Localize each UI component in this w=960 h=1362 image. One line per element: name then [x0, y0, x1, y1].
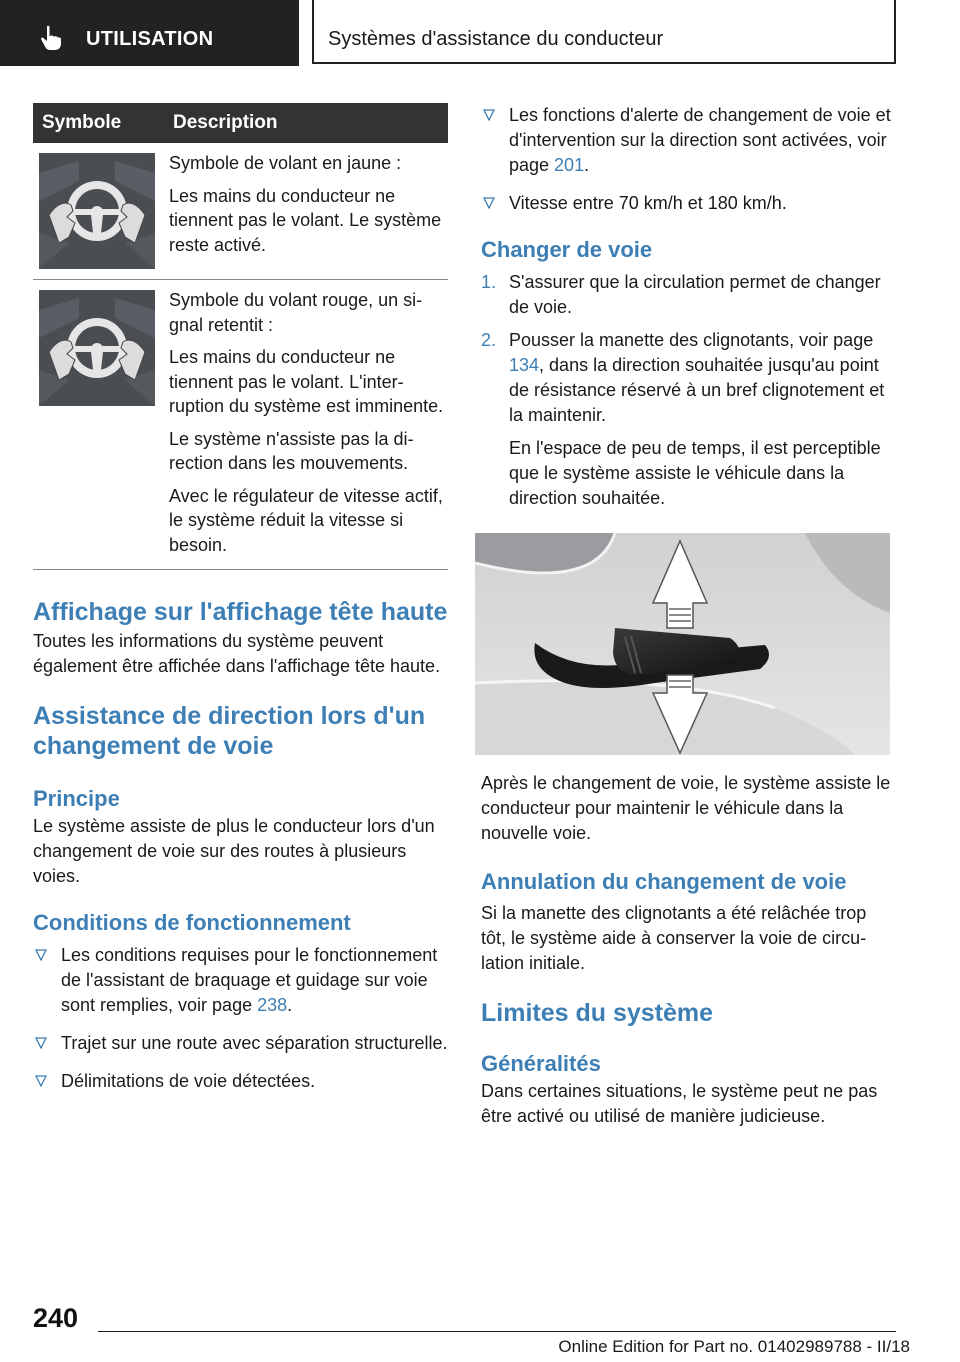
cancel-text: Si la manette des clignotants a été relâchée trop tôt, le système aide à conserver la voie de circulation initiale.	[481, 903, 867, 973]
cancel-heading: Annulation du changement de voie	[481, 869, 847, 894]
red-steering-wheel-icon	[39, 290, 155, 406]
triangle-bullet-icon	[35, 949, 47, 961]
general-text: Dans certaines situations, le système peut ne pas être activé ou utilisé de manière judicieuse.	[481, 1081, 878, 1126]
conditions-list	[33, 943, 448, 1094]
steps-list	[481, 270, 896, 511]
page-link-201[interactable]: 201	[554, 155, 585, 175]
list-item: Les conditions requises pour le fonctionnement de l'assistant de braquage et guidage sur voie sont remplies, voir page 238.	[33, 943, 448, 1018]
description-text: Symbole du volant rouge, un signal retentit :	[169, 290, 423, 335]
triangle-bullet-icon	[35, 1037, 47, 1049]
list-item: 1. S'assurer que la circulation permet de changer de voie.	[481, 272, 881, 317]
step-number: 1.	[481, 272, 497, 292]
hud-heading: Affichage sur l'affichage tête haute	[33, 598, 448, 626]
conditions-heading: Conditions de fonctionnement	[33, 910, 351, 935]
turn-signal-stalk-illustration	[475, 533, 890, 755]
triangle-bullet-icon	[35, 1075, 47, 1087]
edition-text: Online Edition for Part no. 01402989788 - II/18	[558, 1337, 910, 1356]
principle-text: Le système assiste de plus le conducteur lors d'un changement de voie sur des routes à plusieurs voies.	[33, 816, 435, 886]
description-text: Le système n'assiste pas la direction dans les mouvements.	[169, 428, 414, 473]
chapter-title: Systèmes d'assistance du conducteur	[328, 28, 664, 50]
change-lane-heading: Changer de voie	[481, 237, 653, 262]
list-item: Délimitations de voie détectées.	[33, 1069, 448, 1094]
section-tab[interactable]	[0, 0, 299, 66]
description-text: Symbole de volant en jaune :	[169, 153, 402, 173]
after-change-text: Après le changement de voie, le système assiste le conducteur pour maintenir le véhicule dans la nouvelle voie.	[481, 773, 891, 843]
right-column	[481, 103, 896, 1129]
list-item: Vitesse entre 70 km/h et 180 km/h.	[481, 191, 896, 216]
description-cell	[163, 280, 448, 570]
table-row	[33, 143, 448, 280]
description-text: Les mains du conducteur ne tiennent pas le volant. L'interruption du système est imminente.	[169, 347, 444, 416]
limits-heading: Limites du système	[481, 999, 714, 1027]
list-item: Trajet sur une route avec séparation structurelle.	[33, 1031, 448, 1056]
page-number: 240	[33, 1303, 79, 1333]
footer-divider	[98, 1331, 896, 1332]
chapter-title-box	[312, 0, 896, 64]
left-column	[33, 103, 448, 1107]
hud-text: Toutes les informations du système peuvent également être affichée dans l'affichage tête haute.	[33, 631, 441, 676]
page-header	[0, 0, 960, 66]
triangle-bullet-icon	[483, 197, 495, 209]
step-number: 2.	[481, 330, 497, 350]
page-link-134[interactable]: 134	[509, 355, 540, 375]
principle-heading: Principe	[33, 786, 120, 811]
section-label: UTILISATION	[86, 28, 214, 50]
lane-change-heading: Assistance de direction lors d'un changement de voie	[33, 702, 426, 760]
symbol-table	[33, 103, 448, 570]
table-header-row	[33, 103, 448, 143]
description-text: Les mains du conducteur ne tiennent pas le volant. Le système reste activé.	[169, 185, 442, 255]
page-link-238[interactable]: 238	[257, 995, 288, 1015]
triangle-bullet-icon	[483, 109, 495, 121]
description-text: Avec le régulateur de vitesse actif, le système réduit la vitesse si besoin.	[169, 485, 443, 555]
general-heading: Généralités	[481, 1051, 601, 1076]
pointing-hand-icon	[40, 25, 62, 51]
conditions-list-continued	[481, 103, 896, 216]
column-header-description: Description	[163, 103, 448, 143]
column-header-symbol: Symbole	[33, 103, 163, 143]
description-cell	[163, 143, 448, 280]
table-row	[33, 280, 448, 570]
list-item: Les fonctions d'alerte de changement de voie et d'intervention sur la direction sont activées, voir page 201.	[481, 103, 896, 178]
list-item: 2. Pousser la manette des clignotants, voir page 134, dans la direction souhaitée jusqu'au point de résistance réservé à un bref clignotement et la maintenir. En l'espace de peu de temps, il est perceptible que le système assiste le véhicule dans la direction souhaitée.	[481, 330, 885, 508]
yellow-steering-wheel-icon	[39, 153, 155, 269]
